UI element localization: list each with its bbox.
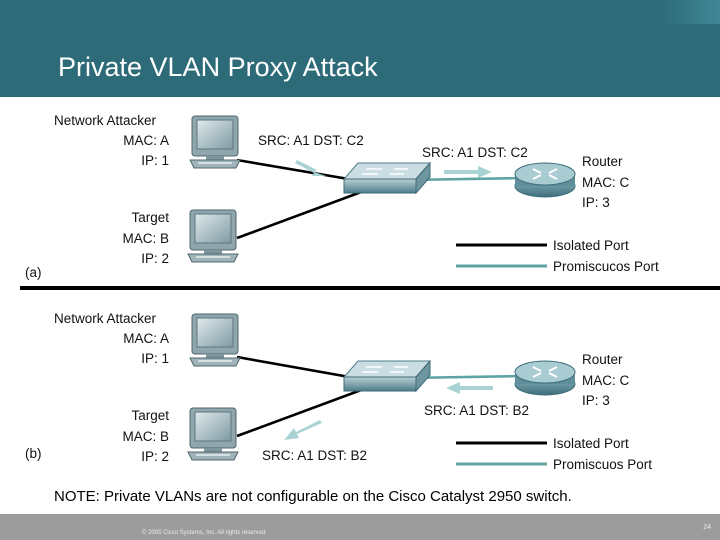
flow-arrow-icon <box>284 420 322 440</box>
target-heading: Target <box>131 408 169 423</box>
flow-label: SRC: A1 DST: B2 <box>424 403 530 418</box>
copyright-text: © 2005 Cisco Systems, Inc. All rights reserved. <box>142 530 267 536</box>
target-mac: MAC: B <box>122 429 169 444</box>
target-mac: MAC: B <box>122 231 169 246</box>
target-heading: Target <box>131 210 169 225</box>
router-ip: IP: 3 <box>582 393 610 408</box>
target-computer-icon <box>188 210 238 262</box>
slide-title: Private VLAN Proxy Attack <box>58 52 378 82</box>
router-mac: MAC: C <box>582 175 630 190</box>
router-icon <box>515 361 575 395</box>
attacker-computer-icon <box>190 116 240 168</box>
slide-note: NOTE: Private VLANs are not configurable on the Cisco Catalyst 2950 switch. <box>54 488 572 505</box>
router-icon <box>515 163 575 197</box>
switch-icon <box>344 361 430 391</box>
isolated-link-target-a <box>237 188 372 238</box>
panel-label: (a) <box>25 265 42 280</box>
attacker-ip: IP: 1 <box>141 351 169 366</box>
legend-promiscuous-label: Promiscuos Port <box>553 457 653 472</box>
router-heading: Router <box>582 352 623 367</box>
legend-isolated-label: Isolated Port <box>553 238 629 253</box>
target-ip: IP: 2 <box>141 449 169 464</box>
attacker-computer-icon <box>190 314 240 366</box>
attacker-heading: Network Attacker <box>54 113 157 128</box>
flow-label: SRC: A1 DST: C2 <box>422 145 528 160</box>
page-number: 24 <box>703 524 711 531</box>
legend-isolated-label: Isolated Port <box>553 436 629 451</box>
target-computer-icon <box>188 408 238 460</box>
legend-promiscuous-label: Promiscucos Port <box>553 259 659 274</box>
panel-label: (b) <box>25 446 42 461</box>
flow-arrow-icon <box>446 382 493 394</box>
router-heading: Router <box>582 154 623 169</box>
flow-arrow-icon <box>444 166 492 178</box>
router-ip: IP: 3 <box>582 195 610 210</box>
flow-label: SRC: A1 DST: B2 <box>262 448 368 463</box>
attacker-mac: MAC: A <box>123 331 169 346</box>
switch-icon <box>344 163 430 193</box>
slide-footer <box>0 514 720 540</box>
attacker-mac: MAC: A <box>123 133 169 148</box>
attacker-heading: Network Attacker <box>54 311 157 326</box>
router-mac: MAC: C <box>582 373 630 388</box>
attacker-ip: IP: 1 <box>141 153 169 168</box>
flow-label: SRC: A1 DST: C2 <box>258 133 364 148</box>
target-ip: IP: 2 <box>141 251 169 266</box>
